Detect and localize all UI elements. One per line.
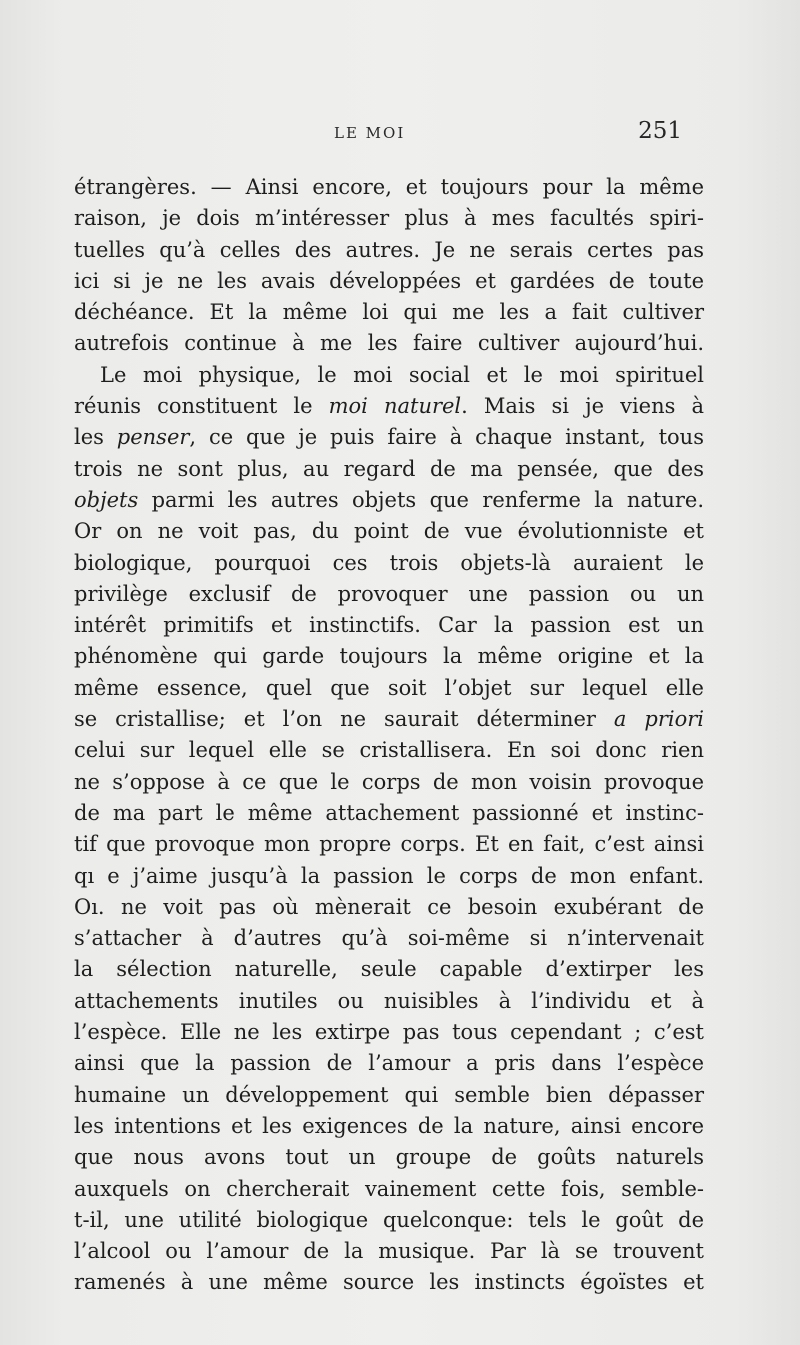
- text-line: les intentions et les exigences de la nature, ainsi encore: [74, 1113, 704, 1138]
- text-line: ici si je ne les avais développées et gardées de toute: [74, 268, 704, 293]
- text-line: ainsi que la passion de l’amour a pris dans l’espèce: [74, 1051, 704, 1076]
- text-line: tif que provoque mon propre corps. Et en fait, c’est ainsi: [74, 832, 704, 857]
- text-line: attachements inutiles ou nuisibles à l’individu et à: [74, 988, 704, 1013]
- text-line: humaine un développement qui semble bien dépasser: [74, 1082, 704, 1107]
- text-line: Or on ne voit pas, du point de vue évolutionniste et: [74, 519, 704, 544]
- text-line: raison, je dois m’intéresser plus à mes facultés spiri-: [74, 206, 704, 231]
- text-line: objets parmi les autres objets que renferme la nature.: [74, 487, 704, 512]
- text-line: l’alcool ou l’amour de la musique. Par là se trouvent: [74, 1239, 704, 1264]
- body-text: [74, 172, 704, 1299]
- text-line: réunis constituent le moi naturel. Mais si je viens à: [74, 394, 704, 419]
- text-line: s’attacher à d’autres qu’à soi-même si n’intervenait: [74, 926, 704, 951]
- text-line: de ma part le même attachement passionné et instinc-: [74, 800, 704, 825]
- italic-term: objets: [74, 487, 139, 512]
- running-head: LE MOI: [334, 124, 406, 142]
- text-line: ramenés à une même source les instincts égoïstes et: [74, 1270, 704, 1295]
- text-line: privilège exclusif de provoquer une passion ou un: [74, 581, 704, 606]
- text-line: celui sur lequel elle se cristallisera. En soi donc rien: [74, 738, 704, 763]
- italic-term: moi naturel: [328, 394, 462, 419]
- page-header: [78, 118, 682, 150]
- text-line: intérêt primitifs et instinctifs. Car la passion est un: [74, 613, 704, 638]
- text-line: se cristallise; et l’on ne saurait déterminer a priori: [74, 707, 704, 732]
- text-line: t-il, une utilité biologique quelconque: tels le goût de: [74, 1207, 704, 1232]
- text-line: trois ne sont plus, au regard de ma pensée, que des: [74, 456, 704, 481]
- italic-term: a priori: [613, 707, 704, 732]
- text-line: même essence, quel que soit l’objet sur lequel elle: [74, 675, 704, 700]
- text-line: que nous avons tout un groupe de goûts naturels: [74, 1145, 704, 1170]
- text-line: qı e j’aime jusqu’à la passion le corps de mon enfant.: [74, 863, 704, 888]
- text-line: déchéance. Et la même loi qui me les a fait cultiver: [74, 300, 704, 325]
- text-line: Le moi physique, le moi social et le moi spirituel: [100, 362, 704, 387]
- text-line: biologique, pourquoi ces trois objets-là auraient le: [74, 550, 704, 575]
- text-line: l’espèce. Elle ne les extirpe pas tous cependant ; c’est: [74, 1020, 704, 1045]
- text-line: Oı. ne voit pas où mènerait ce besoin exubérant de: [74, 894, 704, 919]
- text-line: ne s’oppose à ce que le corps de mon voisin provoque: [74, 769, 704, 794]
- text-line: les penser, ce que je puis faire à chaque instant, tous: [74, 425, 704, 450]
- text-line: la sélection naturelle, seule capable d’extirper les: [74, 957, 704, 982]
- text-line: étrangères. — Ainsi encore, et toujours pour la même: [74, 175, 704, 199]
- italic-term: penser: [116, 425, 190, 450]
- page-number: 251: [638, 118, 682, 144]
- text-line: autrefois continue à me les faire cultiver aujourd’hui.: [74, 331, 704, 356]
- text-line: auxquels on chercherait vainement cette fois, semble-: [74, 1176, 704, 1201]
- text-line: phénomène qui garde toujours la même origine et la: [74, 644, 704, 669]
- text-line: tuelles qu’à celles des autres. Je ne serais certes pas: [74, 237, 704, 262]
